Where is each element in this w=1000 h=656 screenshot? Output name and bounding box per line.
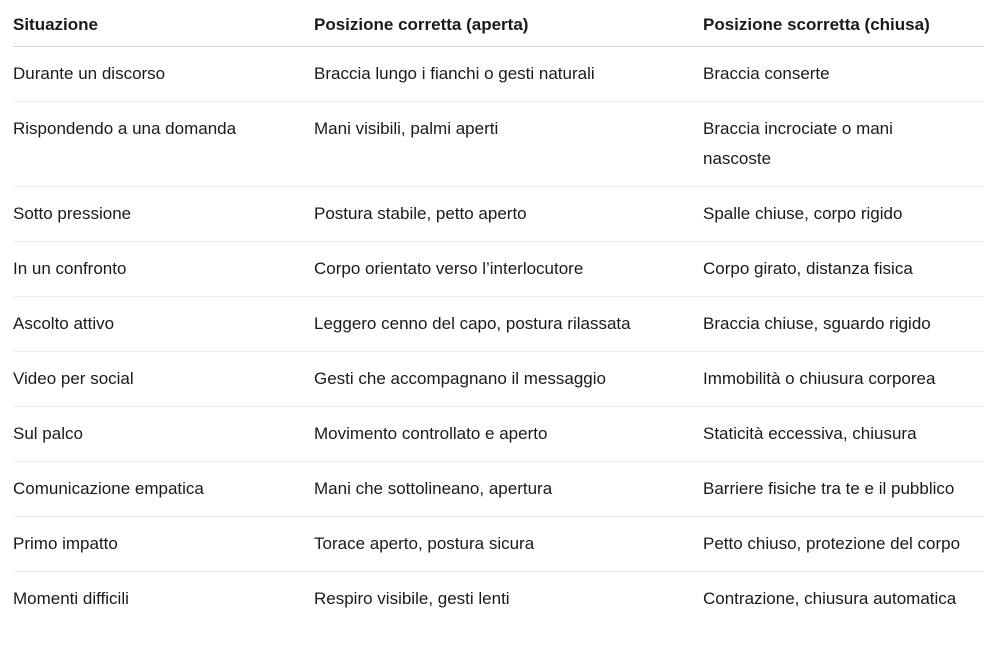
- cell-incorrect: Braccia chiuse, sguardo rigido: [703, 297, 984, 352]
- cell-correct: Movimento controllato e aperto: [314, 407, 703, 462]
- table-row: [13, 47, 984, 102]
- cell-situation: Primo impatto: [13, 517, 314, 572]
- cell-situation: Durante un discorso: [13, 47, 314, 102]
- cell-situation: Sul palco: [13, 407, 314, 462]
- cell-correct: Mani che sottolineano, apertura: [314, 462, 703, 517]
- table-row: [13, 242, 984, 297]
- cell-situation: Momenti difficili: [13, 589, 129, 608]
- cell-situation: Ascolto attivo: [13, 297, 314, 352]
- table-row: [13, 102, 984, 187]
- cell-situation: Video per social: [13, 352, 314, 407]
- cell-correct: Torace aperto, postura sicura: [314, 517, 703, 572]
- cell-correct: Gesti che accompagnano il messaggio: [314, 352, 703, 407]
- cell-correct: Mani visibili, palmi aperti: [314, 102, 703, 187]
- table-header: [13, 0, 984, 47]
- table-row: [13, 297, 984, 352]
- table-row: [13, 352, 984, 407]
- table-row: [13, 572, 984, 627]
- cell-situation: Rispondendo a una domanda: [13, 102, 314, 187]
- cell-correct: Respiro visibile, gesti lenti: [314, 589, 510, 608]
- cell-correct: Leggero cenno del capo, postura rilassata: [314, 297, 703, 352]
- cell-incorrect: Barriere fisiche tra te e il pubblico: [703, 462, 984, 517]
- cell-incorrect: Corpo girato, distanza fisica: [703, 242, 984, 297]
- table-row: [13, 187, 984, 242]
- cell-incorrect: Braccia incrociate o mani nascoste: [703, 102, 984, 187]
- cell-incorrect: Immobilità o chiusura corporea: [703, 352, 984, 407]
- table-body: [13, 47, 984, 627]
- comparison-table: [13, 0, 984, 626]
- cell-correct: Corpo orientato verso l’interlocutore: [314, 242, 703, 297]
- header-correct-position: Posizione corretta (aperta): [314, 0, 703, 47]
- cell-situation: Sotto pressione: [13, 187, 314, 242]
- table-row: [13, 407, 984, 462]
- header-incorrect-position: Posizione scorretta (chiusa): [703, 0, 984, 47]
- cell-incorrect: Spalle chiuse, corpo rigido: [703, 187, 984, 242]
- table-row: [13, 517, 984, 572]
- cell-incorrect: Staticità eccessiva, chiusura: [703, 407, 984, 462]
- cell-incorrect: Contrazione, chiusura automatica: [703, 589, 957, 608]
- header-row: [13, 0, 984, 47]
- cell-correct: Braccia lungo i fianchi o gesti naturali: [314, 47, 703, 102]
- header-situation: Situazione: [13, 0, 314, 47]
- cell-incorrect: Braccia conserte: [703, 47, 984, 102]
- cell-incorrect: Petto chiuso, protezione del corpo: [703, 517, 984, 572]
- cell-correct: Postura stabile, petto aperto: [314, 187, 703, 242]
- cell-situation: In un confronto: [13, 242, 314, 297]
- table-row: [13, 462, 984, 517]
- cell-situation: Comunicazione empatica: [13, 462, 314, 517]
